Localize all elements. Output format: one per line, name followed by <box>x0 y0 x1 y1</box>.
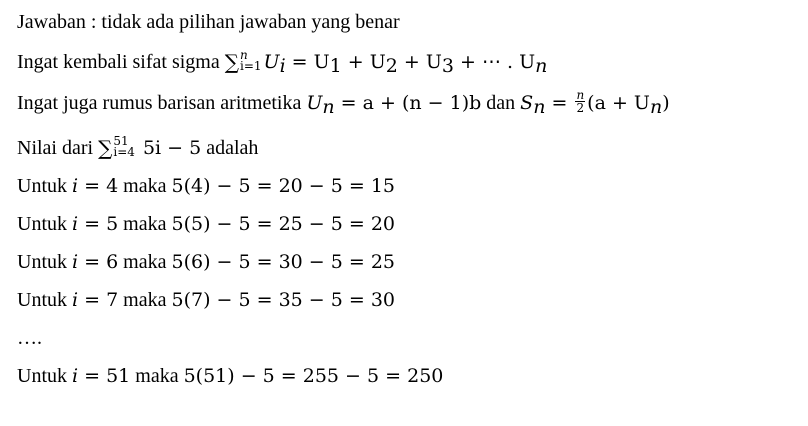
step-line <box>17 212 395 236</box>
step-line <box>17 288 395 312</box>
last-step-line <box>17 364 443 388</box>
value-of-intro: Nilai dari <box>17 137 99 159</box>
ellipsis-line <box>17 326 42 350</box>
value-of-suffix: adalah <box>201 137 259 159</box>
arith-formula-line <box>17 87 670 118</box>
expansion-sub-1: 1 <box>329 55 342 77</box>
step-cond: = 6 <box>78 251 119 273</box>
un-formula: = a + (n − 1)b <box>334 92 482 114</box>
sigma-lower-limit: i=1 <box>240 59 262 74</box>
sigma-upper-limit: 51 <box>113 134 129 149</box>
fraction-numerator: n <box>576 87 585 102</box>
answer-line <box>17 10 400 34</box>
ellipsis: …. <box>17 327 42 349</box>
sn-rhs-close: ) <box>662 92 670 114</box>
step-cond: = 4 <box>78 175 119 197</box>
arith-intro: Ingat juga rumus barisan aritmetika <box>17 92 307 114</box>
sigma-limits <box>113 136 135 158</box>
step-calc: 5(6) − 5 = 30 − 5 = 25 <box>171 251 396 273</box>
step-line <box>17 250 395 274</box>
value-of-line <box>17 135 258 160</box>
step-calc: 5(7) − 5 = 35 − 5 = 30 <box>171 289 396 311</box>
sigma-limits <box>240 50 262 72</box>
step-prefix: Untuk <box>17 365 72 387</box>
sigma-symbol: ∑ <box>98 136 113 160</box>
step-var: i <box>72 213 79 235</box>
step-word: maka <box>118 213 172 235</box>
sigma-property-intro: Ingat kembali sifat sigma <box>17 51 225 73</box>
sn-subscript: n <box>533 96 546 118</box>
expansion-tail: + ⋯ . U <box>453 51 536 73</box>
step-word: maka <box>130 365 184 387</box>
sn-equals: = <box>545 92 574 114</box>
step-prefix: Untuk <box>17 213 72 235</box>
sum-expression: 5i − 5 <box>136 137 202 159</box>
step-word: maka <box>118 251 172 273</box>
sn-rhs-open: (a + U <box>587 92 650 114</box>
step-prefix: Untuk <box>17 175 72 197</box>
answer-text: Jawaban : tidak ada pilihan jawaban yang benar <box>17 11 400 33</box>
step-calc: 5(51) − 5 = 255 − 5 = 250 <box>183 365 444 387</box>
term-variable: U <box>263 51 280 73</box>
sigma-property-line <box>17 48 548 77</box>
sn-rhs-subscript: n <box>649 96 663 118</box>
step-line <box>17 174 395 198</box>
expansion-sub-n: n <box>535 55 548 77</box>
term-subscript: i <box>279 55 286 77</box>
expansion-plus-3: + U <box>397 51 442 73</box>
sn-variable: S <box>520 92 534 114</box>
solution-document <box>17 0 808 426</box>
un-variable: U <box>306 92 323 114</box>
step-word: maka <box>118 289 172 311</box>
expansion-sub-2: 2 <box>385 55 398 77</box>
step-var: i <box>72 175 79 197</box>
step-calc: 5(4) − 5 = 20 − 5 = 15 <box>171 175 396 197</box>
step-cond: = 51 <box>78 365 131 387</box>
step-var: i <box>72 251 79 273</box>
step-cond: = 7 <box>78 289 119 311</box>
expansion-plus-2: + U <box>341 51 386 73</box>
arith-conj: dan <box>481 92 521 114</box>
step-var: i <box>72 365 79 387</box>
step-calc: 5(5) − 5 = 25 − 5 = 20 <box>171 213 396 235</box>
sn-fraction <box>575 89 585 114</box>
step-prefix: Untuk <box>17 251 72 273</box>
expansion-eq: = U <box>285 51 330 73</box>
un-subscript: n <box>322 96 335 118</box>
expansion-sub-3: 3 <box>441 55 454 77</box>
step-prefix: Untuk <box>17 289 72 311</box>
step-cond: = 5 <box>78 213 119 235</box>
step-var: i <box>72 289 79 311</box>
step-word: maka <box>118 175 172 197</box>
sigma-lower-limit: i=4 <box>113 145 135 160</box>
sigma-symbol: ∑ <box>224 50 240 74</box>
fraction-denominator: 2 <box>576 100 585 115</box>
sigma-upper-limit: n <box>240 48 248 63</box>
